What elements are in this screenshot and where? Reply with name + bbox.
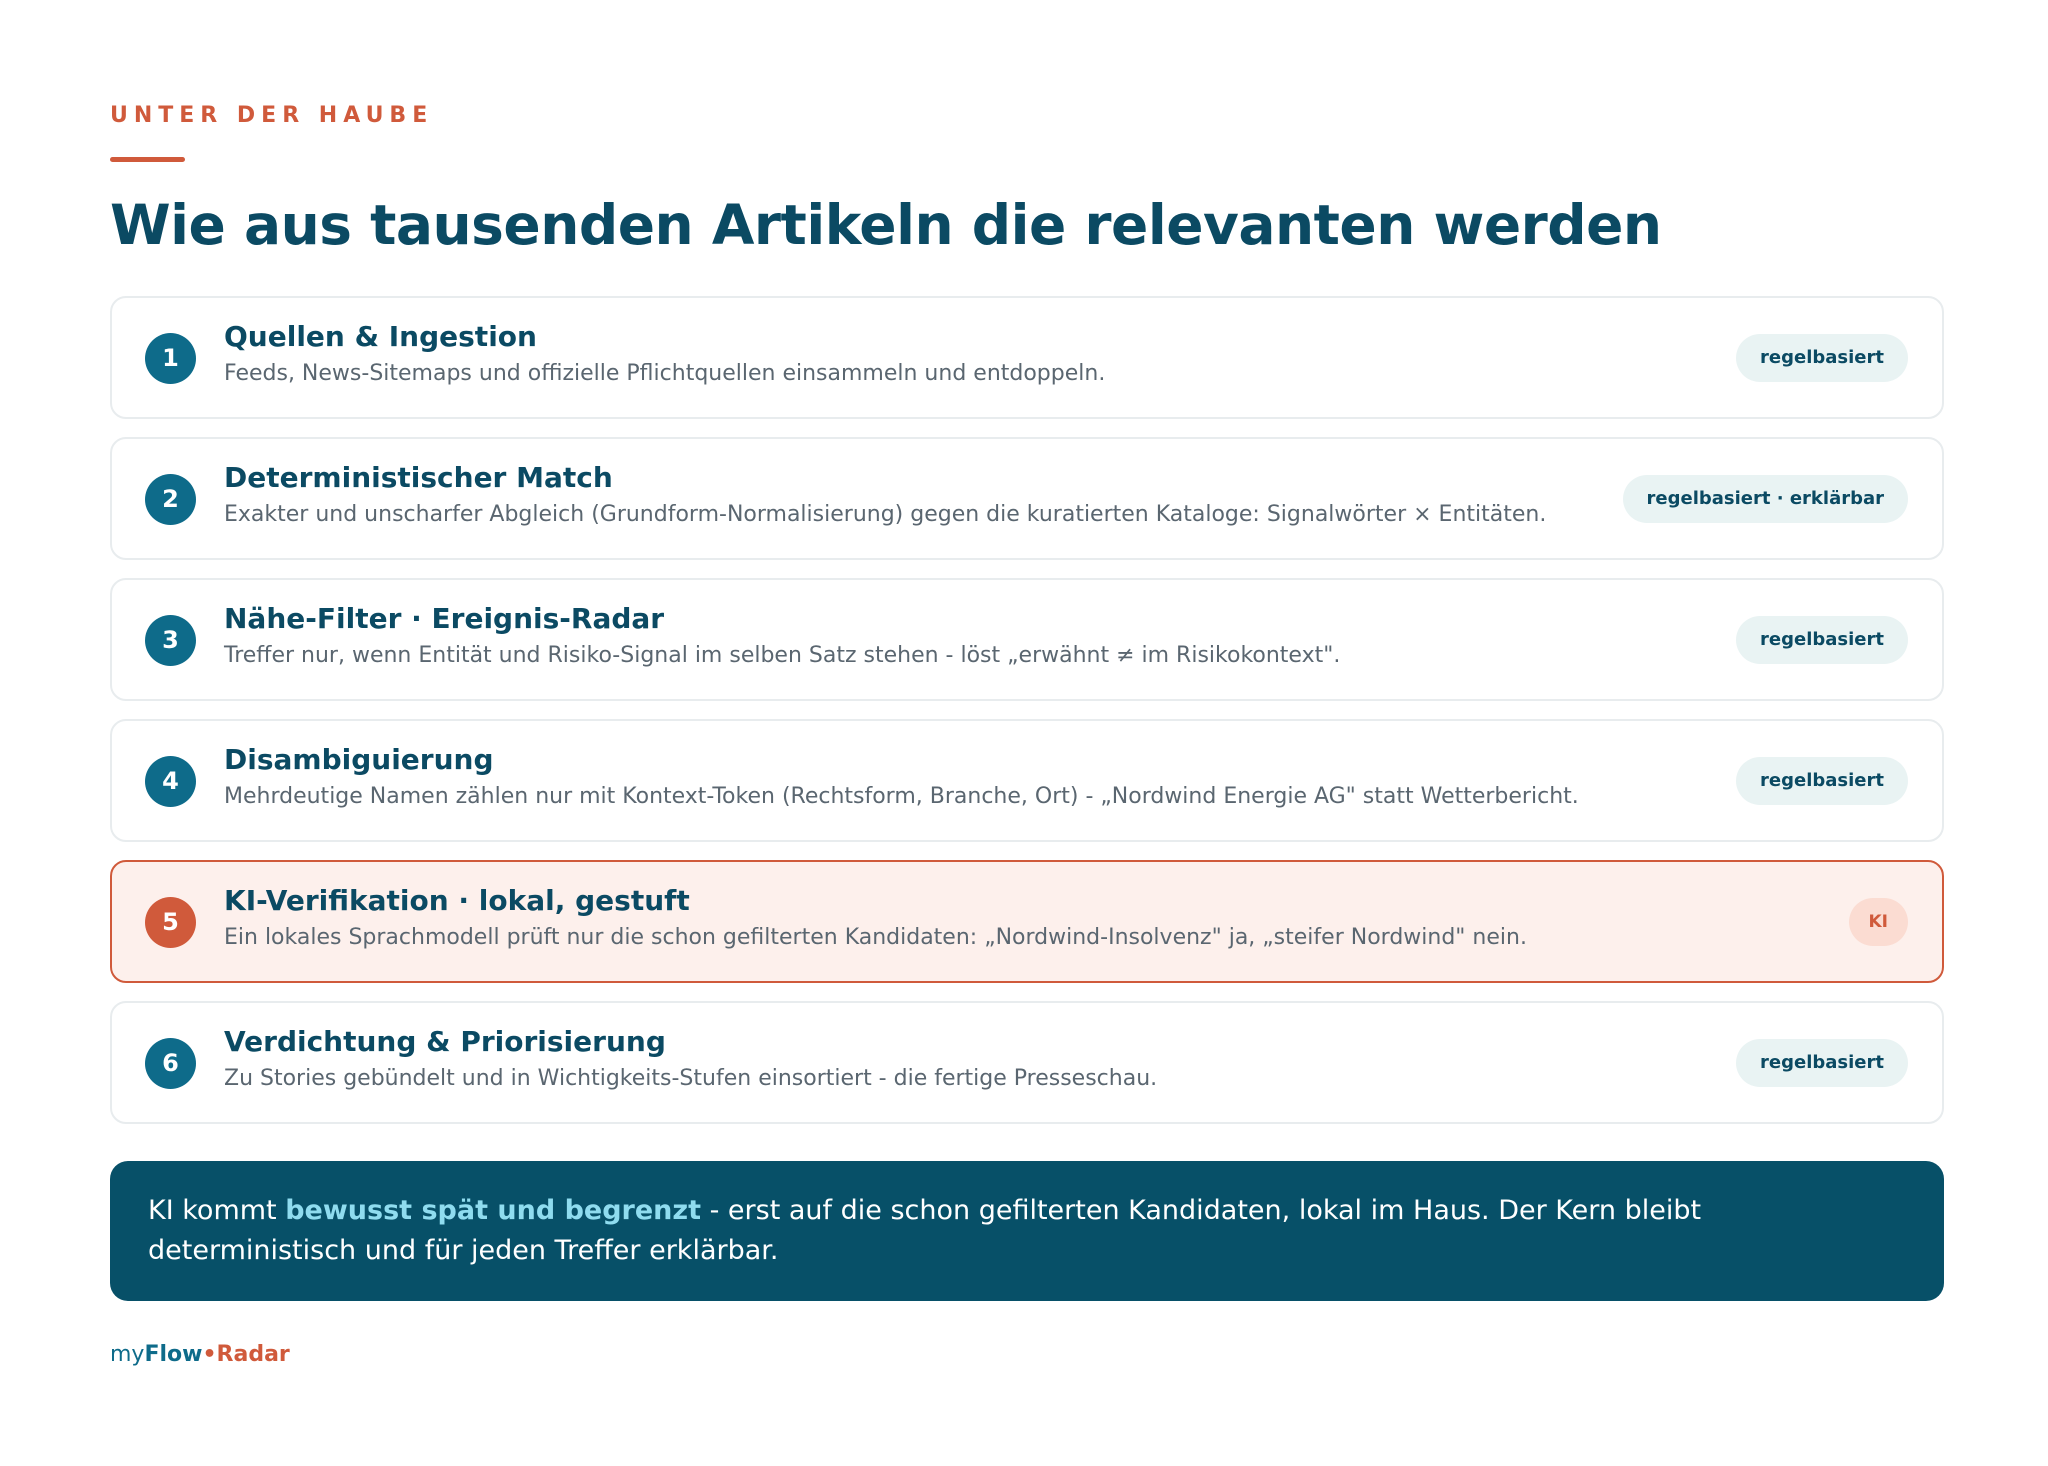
- summary-callout: [110, 1161, 1944, 1301]
- step-tag: regelbasiert: [1736, 757, 1908, 805]
- callout-emphasis: bewusst spät und begrenzt: [285, 1195, 702, 1226]
- step-tag: regelbasiert: [1736, 616, 1908, 664]
- logo-part-my: my: [110, 1342, 145, 1367]
- step-card-1: [110, 296, 1944, 419]
- step-tag: regelbasiert: [1736, 1039, 1908, 1087]
- step-description: Feeds, News-Sitemaps und offizielle Pflichtquellen einsammeln und entdoppeln.: [224, 361, 1106, 386]
- step-title: Disambiguierung: [224, 743, 494, 776]
- step-number-badge: 3: [145, 615, 196, 666]
- step-title: Verdichtung & Priorisierung: [224, 1025, 666, 1058]
- pipeline-steps: [110, 296, 1944, 1142]
- step-card-3: [110, 578, 1944, 701]
- step-number-badge: 6: [145, 1038, 196, 1089]
- step-description: Ein lokales Sprachmodell prüft nur die schon gefilterten Kandidaten: „Nordwind-Insolvenz" ja, „steifer Nordwind" nein.: [224, 925, 1527, 950]
- step-card-4: [110, 719, 1944, 842]
- step-tag: regelbasiert · erklärbar: [1623, 475, 1908, 523]
- eyebrow-label: UNTER DER HAUBE: [110, 103, 434, 128]
- callout-text-end: - erst auf die schon gefilterten Kandidaten, lokal im Haus. Der Kern bleibt deterministisch und für jeden Treffer erklärbar.: [148, 1195, 1702, 1266]
- callout-text-start: KI kommt: [148, 1195, 286, 1226]
- step-description: Mehrdeutige Namen zählen nur mit Kontext-Token (Rechtsform, Branche, Ort) - „Nordwind Energie AG" statt Wetterbericht.: [224, 784, 1579, 809]
- step-card-5: [110, 860, 1944, 983]
- brand-logo: [110, 1342, 290, 1367]
- step-title: Quellen & Ingestion: [224, 320, 537, 353]
- step-card-2: [110, 437, 1944, 560]
- logo-part-radar: Radar: [216, 1342, 290, 1367]
- step-number-badge: 2: [145, 474, 196, 525]
- step-description: Treffer nur, wenn Entität und Risiko-Signal im selben Satz stehen - löst „erwähnt ≠ im Risikokontext".: [224, 643, 1341, 668]
- logo-part-flow: Flow: [144, 1342, 203, 1367]
- step-description: Zu Stories gebündelt und in Wichtigkeits-Stufen einsortiert - die fertige Presseschau.: [224, 1066, 1158, 1091]
- step-tag-ki: KI: [1849, 898, 1909, 946]
- step-tag: regelbasiert: [1736, 334, 1908, 382]
- logo-separator-dot: •: [202, 1342, 217, 1367]
- slide: [110, 0, 1944, 1466]
- step-description: Exakter und unscharfer Abgleich (Grundform-Normalisierung) gegen die kuratierten Kataloge: Signalwörter × Entitäten.: [224, 502, 1547, 527]
- page-title: Wie aus tausenden Artikeln die relevanten werden: [110, 193, 1662, 257]
- step-number-badge: 4: [145, 756, 196, 807]
- step-title: Deterministischer Match: [224, 461, 613, 494]
- step-number-badge: 1: [145, 333, 196, 384]
- step-title: Nähe-Filter · Ereignis-Radar: [224, 602, 665, 635]
- eyebrow-divider: [110, 157, 185, 162]
- step-number-badge: 5: [145, 897, 196, 948]
- step-title: KI-Verifikation · lokal, gestuft: [224, 884, 690, 917]
- step-card-6: [110, 1001, 1944, 1124]
